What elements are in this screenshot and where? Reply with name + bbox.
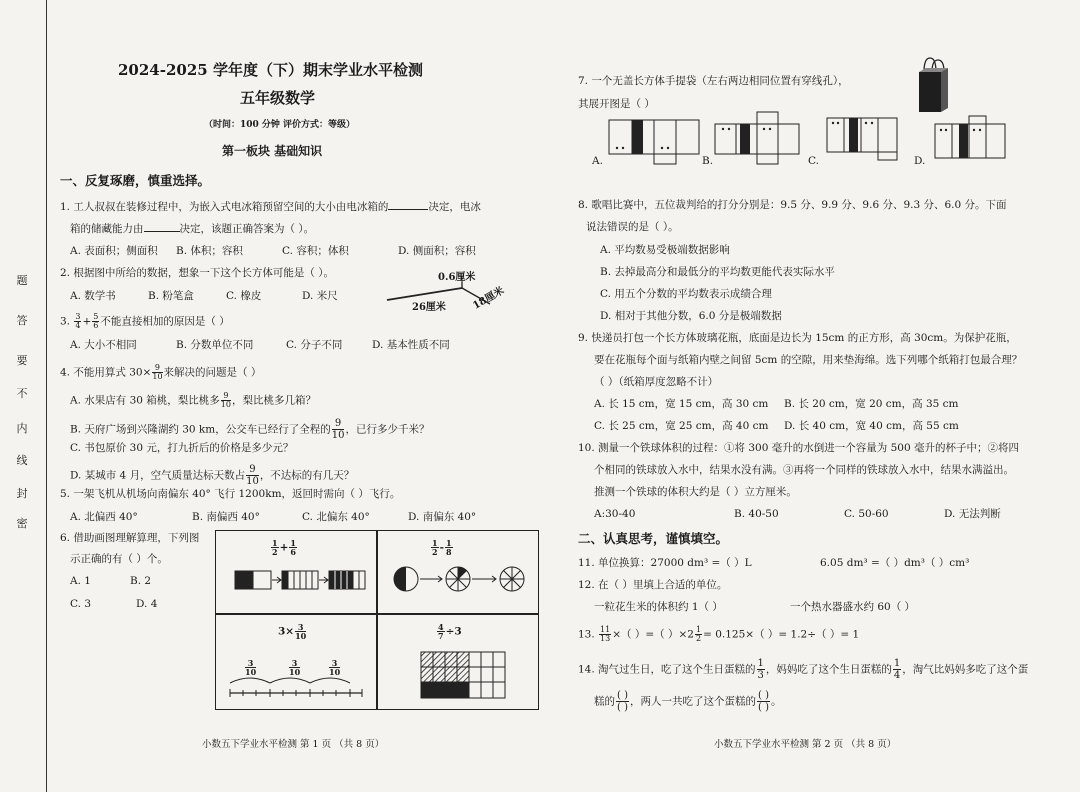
line-label [328, 659, 341, 676]
cell2-circle-diagram [392, 565, 532, 595]
fraction: $\frac{1}{2}$ [432, 538, 438, 557]
question-12-item2: 一个热水器盛水约 60（ ） [790, 601, 916, 613]
cell2-expression: $\frac{1}{2}$ - $\frac{1}{8}$ [432, 538, 452, 557]
answer-blank[interactable] [388, 199, 428, 210]
net-option-d[interactable] [934, 114, 1010, 166]
fraction: $\frac{11}{13}$ [600, 625, 611, 643]
q4-option-b[interactable]: B. 天府广场到兴隆湖约 30 km，公交车已经行了全程的 $\frac{9}{10}$ ，已行多少千米？ [70, 418, 430, 441]
q2-option-a[interactable]: A. 数学书 [70, 290, 116, 302]
q6-option-a[interactable]: A. 1 [70, 575, 91, 587]
fraction: $\frac{9}{10}$ [152, 363, 163, 381]
net-option-c[interactable] [826, 112, 902, 162]
fraction: $\frac{4}{7}$ [438, 622, 444, 641]
exam-title: 2024-2025 学年度（下）期末学业水平检测 [118, 61, 423, 79]
question-9-line2: 要在花瓶每个面与纸箱内壁之间留 5cm 的空隙，用来垫海绵。选下列哪个纸箱打包最合理？ [594, 354, 1023, 366]
q3-option-d[interactable]: D. 基本性质不同 [372, 339, 450, 351]
fraction: $\frac{3}{10}$ [295, 622, 307, 641]
question-9: 9. 快递员打包一个长方体玻璃花瓶，底面是边长为 15cm 的正方形，高 30cm。为保护花瓶， [578, 332, 1017, 344]
line-label [244, 659, 257, 676]
binding-char: 不 [16, 387, 28, 400]
q5-option-a[interactable]: A. 北偏西 40° [70, 511, 138, 523]
dim-length-label: 26厘米 [412, 302, 446, 313]
q1-option-c[interactable]: C. 容积；体积 [282, 245, 349, 257]
q4-option-d[interactable]: D. 某城市 4 月，空气质量达标天数占 $\frac{9}{10}$ ，不达标的有几天？ [70, 464, 355, 487]
q3-option-a[interactable]: A. 大小不相同 [70, 339, 137, 351]
question-4: 4. 不能用算式 30× $\frac{9}{10}$ 来解决的问题是（ ） [60, 363, 262, 381]
q3-option-c[interactable]: C. 分子不同 [286, 339, 343, 351]
q6-figure-box [215, 530, 539, 710]
binding-char: 要 [16, 354, 28, 367]
q7-label-b[interactable]: B. [702, 155, 714, 167]
q8-option-d[interactable]: D. 相对于其他分数，6.0 分是极端数据 [600, 310, 782, 322]
binding-strip [0, 0, 47, 792]
q3-option-b[interactable]: B. 分数单位不同 [176, 339, 254, 351]
page-1 [52, 0, 544, 792]
q10-option-b[interactable]: B. 40-50 [734, 508, 779, 520]
q9-option-b[interactable]: B. 长 20 cm，宽 20 cm，高 35 cm [784, 398, 959, 410]
page-2-footer: 小数五下学业水平检测 第 2 页 （共 8 页） [714, 739, 897, 750]
fraction: $\frac{1}{2}$ [272, 538, 278, 557]
question-12-item1: 一粒花生米的体积约 1（ ） [594, 601, 723, 613]
cell3-expression: 3× $\frac{3}{10}$ [278, 622, 307, 641]
question-11b: 6.05 dm³ =（ ）dm³（ ）cm³ [820, 557, 970, 569]
q9-option-c[interactable]: C. 长 25 cm，宽 25 cm，高 40 cm [594, 420, 769, 432]
cell1-rect-diagram [234, 569, 364, 593]
cell3-number-line [226, 675, 366, 705]
page-2 [564, 0, 1064, 792]
question-11a: 11. 单位换算：27000 dm³ =（ ）L [578, 557, 752, 569]
q4-option-c[interactable]: C. 书包原价 30 元，打九折后的价格是多少元？ [70, 442, 294, 454]
fraction: $\frac{1}{2}$ [695, 625, 702, 643]
question-12: 12. 在（ ）里填上合适的单位。 [578, 579, 728, 591]
q9-option-d[interactable]: D. 长 40 cm，宽 40 cm，高 55 cm [784, 420, 959, 432]
binding-char: 题 [16, 274, 28, 287]
net-option-b[interactable] [714, 110, 804, 166]
q5-option-d[interactable]: D. 南偏东 40° [408, 511, 477, 523]
section-1-title: 一、反复琢磨，慎重选择。 [60, 173, 211, 188]
q8-option-a[interactable]: A. 平均数易受极端数据影响 [600, 244, 730, 256]
line-label [288, 659, 301, 676]
q1-option-b[interactable]: B. 体积；容积 [176, 245, 243, 257]
question-10-line3: 推测一个铁球的体积大约是（ ）立方厘米。 [594, 486, 797, 498]
net-option-a[interactable] [608, 116, 704, 166]
q6-option-d[interactable]: D. 4 [136, 598, 158, 610]
question-14-line2: 糕的 $\frac{( )}{( )}$ ，两人一共吃了这个蛋糕的 $\frac{( )}{( )}$ 。 [594, 690, 782, 713]
cell1-expression: $\frac{1}{2}$ + $\frac{1}{6}$ [272, 538, 296, 557]
q10-option-d[interactable]: D. 无法判断 [944, 508, 1001, 520]
fraction: $\frac{1}{4}$ [893, 658, 901, 681]
question-8-line2: 说法错误的是（ ）。 [586, 221, 679, 233]
section-2-title: 二、认真思考，谨慎填空。 [578, 531, 729, 546]
q6-option-b[interactable]: B. 2 [130, 575, 152, 587]
fraction: $\frac{9}{10}$ [331, 418, 345, 441]
binding-char: 密 [16, 517, 28, 530]
question-7: 7. 一个无盖长方体手提袋（左右两边相同位置有穿线孔）， [578, 75, 849, 87]
question-8: 8. 歌唱比赛中，五位裁判给的打分分别是：9.5 分、9.9 分、9.6 分、9.3 分、6.0 分。下面 [578, 199, 1007, 211]
q8-option-b[interactable]: B. 去掉最高分和最低分的平均数更能代表实际水平 [600, 266, 835, 278]
question-2: 2. 根据图中所给的数据，想象一下这个长方体可能是（ ）。 [60, 267, 334, 279]
fraction: $\frac{3}{10}$ [289, 658, 301, 677]
question-13: 13. $\frac{11}{13}$ ×（ ）=（ ）×2 $\frac{1}{2}$ = 0.125×（ ）= 1.2÷（ ）= 1 [578, 625, 860, 643]
question-10: 10. 测量一个铁球体积的过程：①将 300 毫升的水倒进一个容量为 500 毫升的杯子中；②将四 [578, 442, 1019, 454]
fraction: $\frac{3}{10}$ [245, 658, 257, 677]
q2-option-b[interactable]: B. 粉笔盒 [148, 290, 194, 302]
q1-option-a[interactable]: A. 表面积；侧面积 [70, 245, 158, 257]
fraction: $\frac{1}{6}$ [290, 538, 296, 557]
q5-option-c[interactable]: C. 北偏东 40° [302, 511, 370, 523]
fraction: $\frac{3}{4}$ [75, 312, 81, 330]
question-5: 5. 一架飞机从机场向南偏东 40° 飞行 1200km，返回时需向（ ）飞行。 [60, 488, 401, 500]
binding-char: 内 [16, 422, 28, 435]
fraction: $\frac{1}{8}$ [445, 538, 452, 557]
answer-fraction-blank[interactable]: $\frac{( )}{( )}$ [617, 690, 628, 713]
question-1-line2: 箱的储藏能力由 决定，该题正确答案为（ ）。 [70, 223, 315, 235]
binding-char: 封 [16, 487, 28, 500]
block-title: 第一板块 基础知识 [222, 144, 323, 158]
q7-label-d[interactable]: D. [914, 155, 926, 167]
q8-option-c[interactable]: C. 用五个分数的平均数表示成绩合理 [600, 288, 772, 300]
question-6: 6. 借助画图理解算理，下列图 [60, 532, 200, 544]
dim-height-label: 0.6厘米 [438, 272, 476, 283]
subject-title: 五年级数学 [240, 89, 316, 107]
q5-option-b[interactable]: B. 南偏西 40° [192, 511, 260, 523]
fraction: $\frac{3}{10}$ [329, 658, 341, 677]
q6-option-c[interactable]: C. 3 [70, 598, 92, 610]
binding-char: 线 [16, 454, 28, 467]
q7-label-c[interactable]: C. [808, 155, 819, 167]
q7-label-a[interactable]: A. [592, 155, 603, 167]
binding-char: 答 [16, 314, 28, 327]
question-7-line2: 其展开图是（ ） [578, 98, 655, 110]
question-1: 1. 工人叔叔在装修过程中，为嵌入式电冰箱预留空间的大小由电冰箱的 决定，电冰 [60, 201, 481, 213]
q1-option-d[interactable]: D. 侧面积；容积 [398, 245, 476, 257]
question-10-line2: 个相同的铁球放入水中，结果水没有满。③再将一个同样的铁球放入水中，结果水满溢出。 [594, 464, 1014, 476]
exam-info: （时间：100 分钟 评价方式：等级） [204, 120, 356, 130]
handbag-icon [916, 56, 952, 116]
fraction: $\frac{9}{10}$ [246, 464, 259, 487]
fraction: $\frac{1}{3}$ [757, 658, 764, 681]
question-6-line2: 示正确的有（ ）个。 [70, 553, 168, 565]
cell4-grid-diagram [420, 651, 510, 701]
question-14: 14. 淘气过生日，吃了这个生日蛋糕的 $\frac{1}{3}$ ，妈妈吃了这个生日蛋糕的 $\frac{1}{4}$ ，淘气比妈妈多吃了这个蛋 [578, 658, 1029, 681]
q10-option-a[interactable]: A:30-40 [594, 508, 636, 520]
answer-blank[interactable] [144, 221, 180, 232]
q2-option-c[interactable]: C. 橡皮 [226, 290, 262, 302]
fraction: $\frac{5}{6}$ [93, 312, 99, 330]
cell4-expression: $\frac{4}{7}$ ÷3 [438, 622, 462, 641]
q2-option-d[interactable]: D. 米尺 [302, 290, 338, 302]
q10-option-c[interactable]: C. 50-60 [844, 508, 889, 520]
answer-fraction-blank[interactable]: $\frac{( )}{( )}$ [757, 690, 769, 713]
q9-option-a[interactable]: A. 长 15 cm，宽 15 cm，高 30 cm [594, 398, 769, 410]
page-1-footer: 小数五下学业水平检测 第 1 页 （共 8 页） [202, 739, 385, 750]
question-3: 3. $\frac{3}{4}$ + $\frac{5}{6}$ 不能直接相加的原因是（ ） [60, 312, 230, 330]
fraction: $\frac{9}{10}$ [220, 391, 231, 409]
question-9-line3: （ ）（纸箱厚度忽略不计） [594, 376, 719, 388]
q4-option-a[interactable]: A. 水果店有 30 箱桃，梨比桃多 $\frac{9}{10}$ ，梨比桃多几箱？ [70, 391, 316, 409]
dim-width-label: 18厘米 [471, 285, 507, 312]
